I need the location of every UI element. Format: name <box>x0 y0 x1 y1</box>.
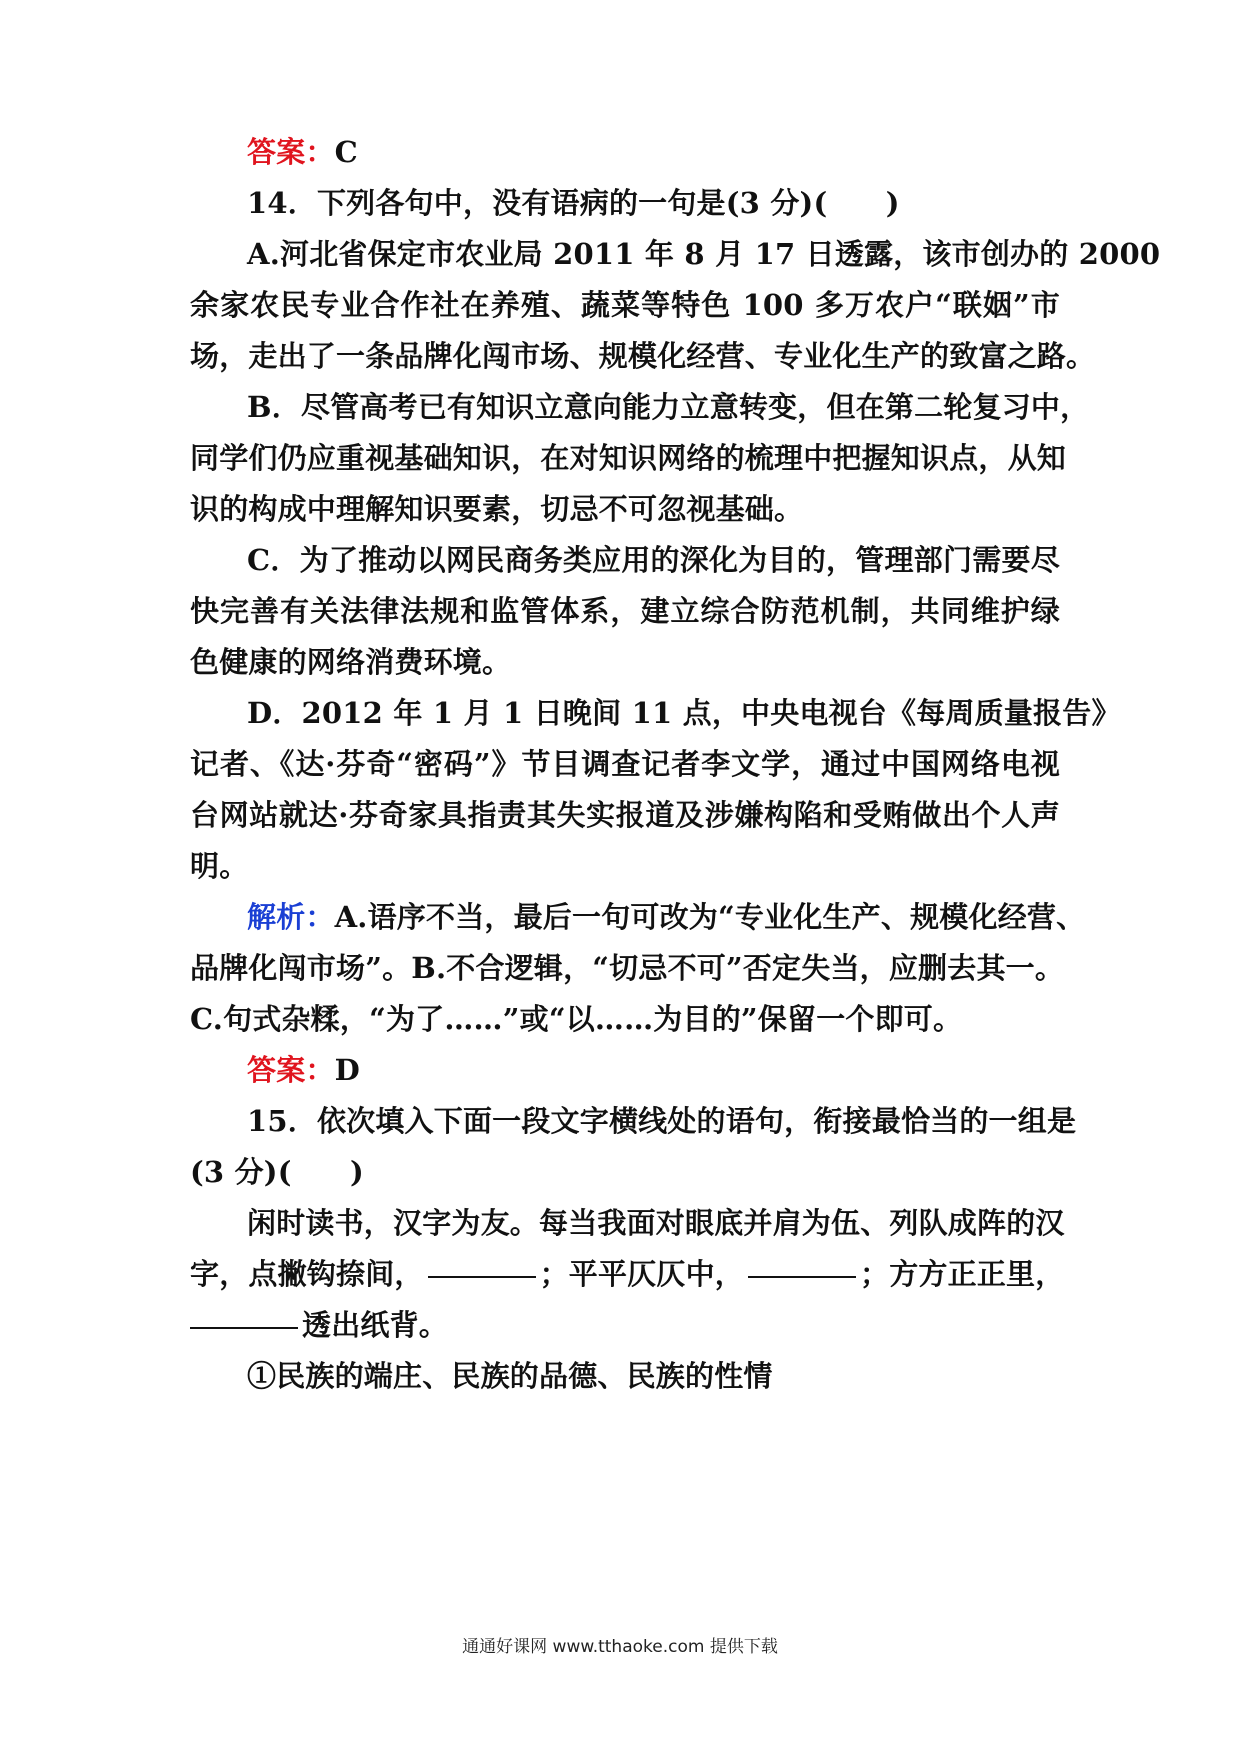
passage-fragment-4: 透出纸背。 <box>302 1308 449 1342</box>
answer-label: 答案： <box>247 135 335 169</box>
fill-blank-3 <box>190 1327 298 1329</box>
option-d-line-2: 记者、《达·芬奇“密码”》节目调查记者李文学，通过中国网络电视 <box>190 747 1060 781</box>
question-15-title-line-1: 15．依次填入下面一段文字横线处的语句，衔接最恰当的一组是 <box>247 1104 1077 1138</box>
passage-fragment-1: 字，点撇钩捺间， <box>190 1257 424 1291</box>
option-c-line-1: C．为了推动以网民商务类应用的深化为目的，管理部门需要尽 <box>247 543 1060 577</box>
passage-line-1: 闲时读书，汉字为友。每当我面对眼底并肩为伍、列队成阵的汉 <box>247 1206 1065 1240</box>
analysis-text-1: A.语序不当，最后一句可改为“专业化生产、规模化经营、 <box>334 900 1086 934</box>
analysis-label: 解析： <box>247 900 335 934</box>
question-14-title: 14．下列各句中，没有语病的一句是(3 分)( ) <box>247 186 900 220</box>
question-15-title-line-2: (3 分)( ) <box>190 1155 364 1189</box>
option-c-line-3: 色健康的网络消费环境。 <box>190 645 512 679</box>
answer-value: C <box>334 135 358 169</box>
passage-line-2 <box>190 1246 1065 1302</box>
fill-blank-1 <box>428 1276 536 1278</box>
option-a-line-3: 场，走出了一条品牌化闯市场、规模化经营、专业化生产的致富之路。 <box>190 339 1096 373</box>
option-d-line-3: 台网站就达·芬奇家具指责其失实报道及涉嫌构陷和受贿做出个人声 <box>190 798 1060 832</box>
passage-fragment-3: ；方方正正里， <box>860 1257 1065 1291</box>
analysis-line-2: 品牌化闯市场”。B.不合逻辑，“切忌不可”否定失当，应删去其一。 <box>190 951 1065 985</box>
passage-fragment-2: ；平平仄仄中， <box>539 1257 745 1291</box>
option-d-line-1: D．2012 年 1 月 1 日晚间 11 点，中央电视台《每周质量报告》 <box>247 696 1121 730</box>
option-b-line-1: B．尽管高考已有知识立意向能力立意转变，但在第二轮复习中， <box>247 390 1090 424</box>
option-d-line-4: 明。 <box>190 849 249 883</box>
option-a-line-2: 余家农民专业合作社在养殖、蔬菜等特色 100 多万农户“联姻”市 <box>190 288 1060 322</box>
analysis-line-3: C.句式杂糅，“为了……”或“以……为目的”保留一个即可。 <box>190 1002 963 1036</box>
passage-line-3 <box>190 1297 1060 1353</box>
option-a-line-1: A.河北省保定市农业局 2011 年 8 月 17 日透露，该市创办的 2000 <box>247 237 1161 271</box>
fill-blank-2 <box>748 1276 856 1278</box>
option-c-line-2: 快完善有关法律法规和监管体系，建立综合防范机制，共同维护绿 <box>190 594 1060 628</box>
answer-13 <box>190 124 1060 180</box>
option-b-line-3: 识的构成中理解知识要素，切忌不可忽视基础。 <box>190 492 804 526</box>
option-b-line-2: 同学们仍应重视基础知识，在对知识网络的梳理中把握知识点，从知 <box>190 441 1067 475</box>
footer-source: 通通好课网 www.tthaoke.com 提供下载 <box>462 1637 778 1657</box>
analysis-line-1 <box>190 889 1086 945</box>
answer-value: D <box>334 1053 360 1087</box>
option-1: ①民族的端庄、民族的品德、民族的性情 <box>247 1359 773 1393</box>
answer-14 <box>190 1042 1060 1098</box>
answer-label: 答案： <box>247 1053 335 1087</box>
